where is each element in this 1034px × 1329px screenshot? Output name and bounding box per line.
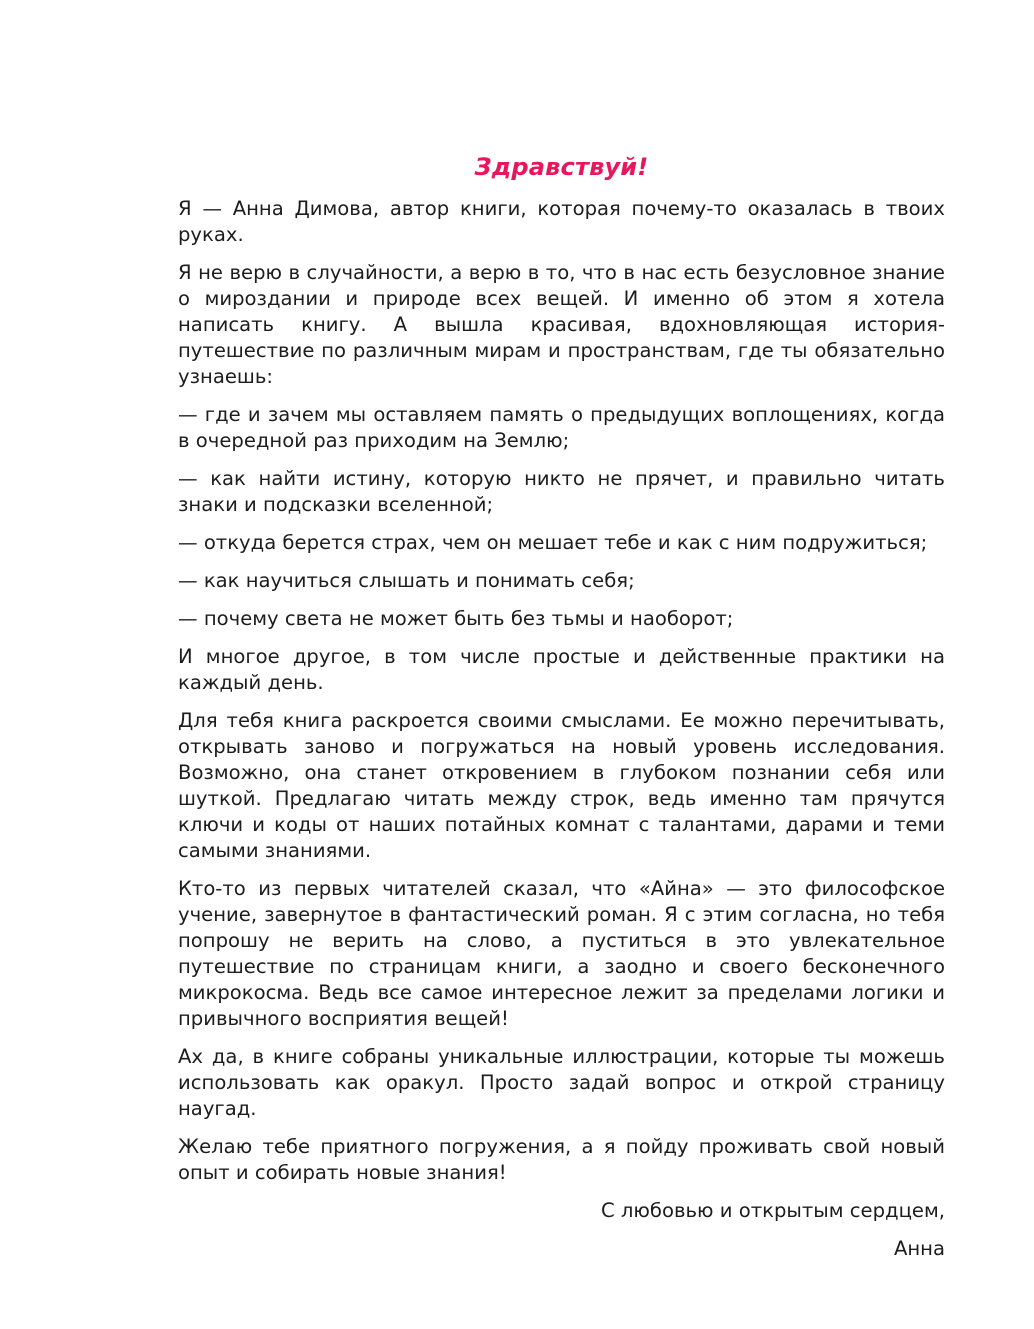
signature-name: Анна: [893, 1237, 945, 1260]
bullet-item: — откуда берется страх, чем он мешает тебе и как с ним подружиться;: [178, 531, 928, 554]
paragraph-3: Для тебя книга раскроется своими смыслами. Ее можно перечитывать, открывать заново и погружаться на новый уровень исследования. Возможно, она станет откровением в глубоком познании себя или шуткой. Предлагаю читать между строк, ведь именно там прячутся ключи и коды от наших потайных комнат с талантами, дарами и теми самыми знаниями.: [178, 709, 945, 862]
paragraph-5: Ах да, в книге собраны уникальные иллюстрации, которые ты можешь использовать как оракул. Просто задай вопрос и открой страницу наугад.: [178, 1045, 945, 1120]
intro-paragraph: Я — Анна Димова, автор книги, которая почему-то оказалась в твоих руках.: [178, 197, 945, 246]
bullet-item: — как научиться слышать и понимать себя;: [178, 569, 635, 592]
letter-page: [178, 152, 945, 1262]
page-title: Здравствуй!: [474, 153, 649, 181]
paragraph-2: И многое другое, в том числе простые и действенные практики на каждый день.: [178, 645, 945, 694]
bullet-item: — где и зачем мы оставляем память о предыдущих воплощениях, когда в очередной раз приходим на Землю;: [178, 403, 945, 452]
bullet-item: — как найти истину, которую никто не прячет, и правильно читать знаки и подсказки вселенной;: [178, 467, 945, 516]
paragraph-4: Кто-то из первых читателей сказал, что «Айна» — это философское учение, завернутое в фантастический роман. Я с этим согласна, но тебя попрошу не верить на слово, а пуститься в это увлекательное путешествие по страницам книги, а заодно и своего бесконечного микрокосма. Ведь все самое интересное лежит за пределами логики и привычного восприятия вещей!: [178, 877, 945, 1030]
bullet-item: — почему света не может быть без тьмы и наоборот;: [178, 607, 734, 630]
paragraph-1: Я не верю в случайности, а верю в то, что в нас есть безусловное знание о мироздании и природе всех вещей. И именно об этом я хотела написать книгу. А вышла красивая, вдохновляющая история-путешествие по различным мирам и пространствам, где ты обязательно узнаешь:: [178, 261, 945, 388]
signature-line: С любовью и открытым сердцем,: [600, 1199, 945, 1222]
paragraph-6: Желаю тебе приятного погружения, а я пойду проживать свой новый опыт и собирать новые знания!: [178, 1135, 945, 1184]
